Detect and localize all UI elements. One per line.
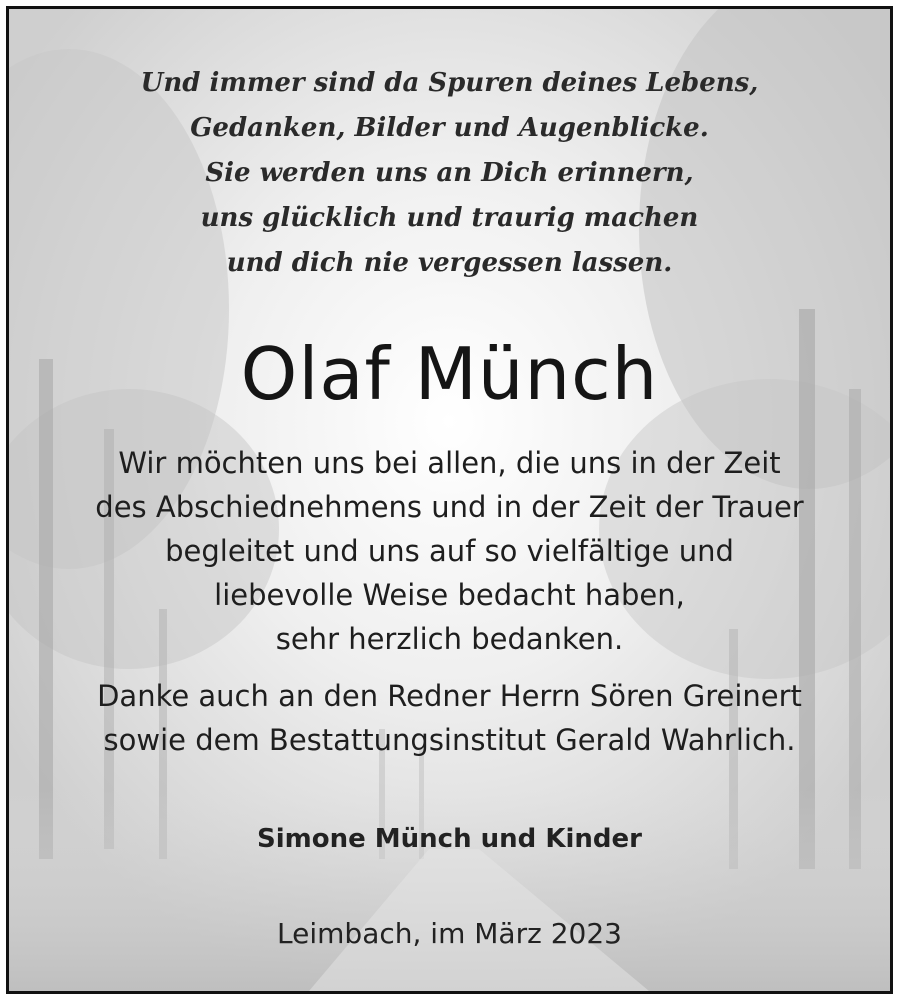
- place-and-date: Leimbach, im März 2023: [277, 917, 622, 950]
- poem-line: uns glücklich und traurig machen: [200, 203, 699, 233]
- thanks-line: Wir möchten uns bei allen, die uns in der Zeit: [118, 446, 781, 480]
- thanks-line: sehr herzlich bedanken.: [275, 622, 624, 656]
- family-signature: Simone Münch und Kinder: [257, 824, 642, 854]
- thanks-extra-line: sowie dem Bestattungsinstitut Gerald Wahrlich.: [103, 723, 796, 757]
- poem-line: Und immer sind da Spuren deines Lebens,: [140, 68, 759, 98]
- thanks-line: begleitet und uns auf so vielfältige und: [165, 534, 734, 568]
- thanks-text: [9, 441, 890, 661]
- poem-line: und dich nie vergessen lassen.: [226, 248, 673, 278]
- poem-line: Sie werden uns an Dich erinnern,: [205, 158, 694, 188]
- memorial-poem: [9, 61, 890, 286]
- poem-line: Gedanken, Bilder und Augenblicke.: [190, 113, 709, 143]
- thanks-line: liebevolle Weise bedacht haben,: [214, 578, 685, 612]
- obituary-notice: [6, 6, 893, 994]
- thanks-extra-line: Danke auch an den Redner Herrn Sören Greinert: [97, 679, 802, 713]
- deceased-name: Olaf Münch: [240, 332, 659, 416]
- notice-content: [9, 9, 890, 991]
- thanks-extra-text: [9, 674, 890, 762]
- thanks-line: des Abschiednehmens und in der Zeit der Trauer: [95, 490, 804, 524]
